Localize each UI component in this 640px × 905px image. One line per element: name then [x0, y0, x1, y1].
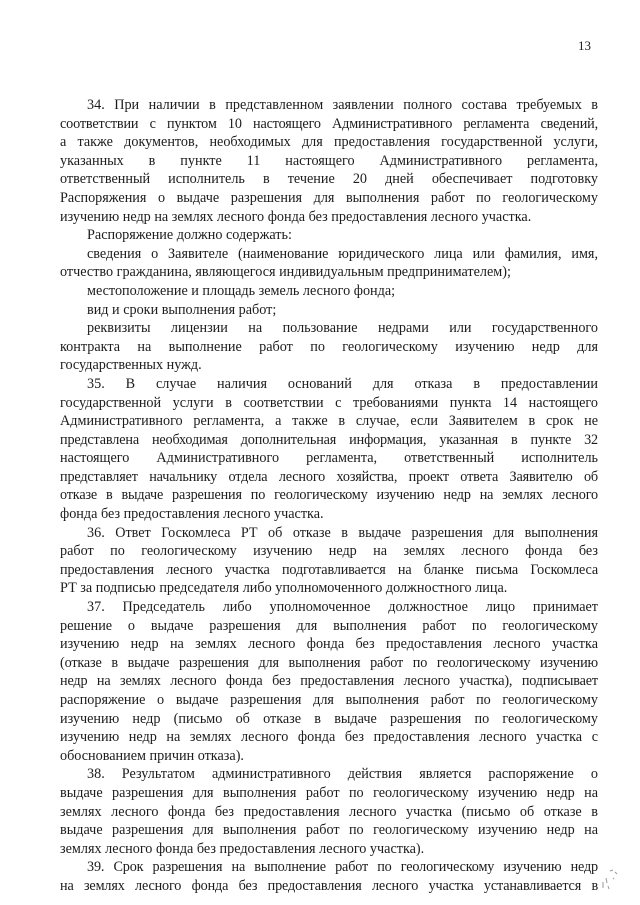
text-line-p34-l5: ответственный исполнитель в течение 20 дней обеспечивает подготовку	[60, 171, 598, 188]
text-line-p37-l9: обоснованием причин отказа).	[60, 747, 244, 764]
text-line-p35-l3: Административного регламента, а также в случае, если Заявителем в срок не	[60, 413, 598, 430]
text-line-p36-l2: работ по геологическому изучению недр на землях лесного фонда без	[60, 543, 598, 560]
text-line-p35-l7: отказе в выдаче разрешения по геологическому изучению недр на землях лесного	[60, 487, 598, 504]
regulation-text	[60, 96, 598, 896]
text-line-p35-l2: государственной услуги в соответствии с требованиями пункта 14 настоящего	[60, 394, 598, 411]
text-line-p37-l2: решение о выдаче разрешения для выполнения работ по геологическому	[60, 617, 598, 634]
text-line-p38-l2: выдаче разрешения для выполнения работ по геологическому изучению недр на	[60, 784, 598, 801]
text-line-p34-l6: Распоряжения о выдаче разрешения для выполнения работ по геологическому	[60, 189, 598, 206]
text-line-req-l8: государственных нужд.	[60, 357, 202, 374]
text-line-p38-l5: землях лесного фонда без предоставления лесного участка).	[60, 840, 425, 857]
text-line-p35-l8: фонда без предоставления лесного участка.	[60, 506, 324, 523]
text-line-p39-l2: на землях лесного фонда без предоставления лесного участка устанавливается в	[60, 877, 598, 894]
text-line-p34-l1: 34. При наличии в представленном заявлении полного состава требуемых в	[87, 97, 598, 113]
text-line-p39-l1: 39. Срок разрешения на выполнение работ по геологическому изучению недр	[87, 859, 598, 876]
text-line-p34-l3: а также документов, необходимых для предоставления государственной услуги,	[60, 134, 598, 151]
text-line-p38-l4: выдаче разрешения для выполнения работ по геологическому изучению недр на	[60, 822, 598, 839]
text-line-p35-l1: 35. В случае наличия оснований для отказа в предоставлении	[87, 375, 598, 392]
text-line-p37-l8: изучению недр на землях лесного фонда без предоставления лесного участка с	[60, 729, 598, 746]
scan-artifact-icon	[596, 868, 626, 894]
text-line-p34-l7: изучению недр на землях лесного фонда без предоставления лесного участка.	[60, 208, 532, 225]
text-line-req-l2: сведения о Заявителе (наименование юридического лица или фамилия, имя,	[87, 245, 598, 262]
text-line-req-l7: контракта на выполнение работ по геологическому изучению недр для	[60, 338, 598, 355]
text-line-p34-l4: указанных в пункте 11 настоящего Административного регламента,	[60, 152, 598, 169]
text-line-p36-l4: РТ за подписью председателя либо уполномоченного должностного лица.	[60, 580, 508, 597]
text-line-req-l1: Распоряжение должно содержать:	[87, 227, 292, 244]
text-line-req-l6: реквизиты лицензии на пользование недрами или государственного	[87, 320, 598, 337]
text-line-p37-l7: изучению недр (письмо об отказе в выдаче разрешения по геологическому	[60, 710, 598, 727]
text-line-req-l4: местоположение и площадь земель лесного фонда;	[87, 282, 396, 299]
text-line-p37-l4: (отказе в выдаче разрешения для выполнения работ по геологическому изучению	[60, 654, 598, 671]
text-line-p35-l4: представлена необходимая дополнительная информация, указанная в пункте 32	[60, 431, 598, 448]
text-line-p37-l1: 37. Председатель либо уполномоченное должностное лицо принимает	[87, 599, 598, 616]
text-line-req-l3: отчество гражданина, являющегося индивидуальным предпринимателем);	[60, 264, 511, 281]
text-line-p36-l3: предоставления лесного участка подготавливается на бланке письма Госкомлеса	[60, 561, 598, 578]
text-line-p37-l5: недр на землях лесного фонда без предоставления лесного участка), подписывает	[60, 673, 598, 690]
text-line-p36-l1: 36. Ответ Госкомлеса РТ об отказе в выдаче разрешения для выполнения	[87, 524, 598, 541]
text-line-p34-l2: соответствии с пунктом 10 настоящего Административного регламента сведений,	[60, 115, 598, 132]
text-line-req-l5: вид и сроки выполнения работ;	[87, 301, 277, 318]
text-line-p37-l6: распоряжение о выдаче разрешения для выполнения работ по геологическому	[60, 692, 598, 708]
text-line-p38-l1: 38. Результатом административного действия является распоряжение о	[87, 766, 598, 783]
page-number: 13	[578, 38, 591, 53]
text-line-p35-l5: настоящего Административного регламента, ответственный исполнитель	[60, 450, 598, 467]
text-line-p35-l6: представляет начальнику отдела лесного хозяйства, проект ответа Заявителю об	[60, 468, 598, 485]
text-line-p38-l3: землях лесного фонда без предоставления лесного участка (письмо об отказе в	[60, 803, 598, 820]
text-line-p37-l3: изучению недр на землях лесного фонда без предоставления лесного участка	[60, 636, 598, 653]
